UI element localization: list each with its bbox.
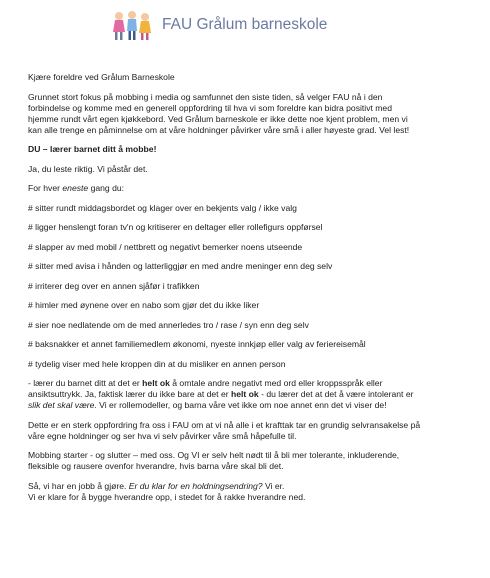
- lead-sentence: For hver eneste gang du:: [28, 183, 125, 193]
- mobbing-line: fleksible og rausere ovenfor hverandre, hvis barna våre skal bli det.: [28, 461, 284, 471]
- teach-line: - lærer du barnet ditt at det er helt ok å omtale andre negativt med ord eller kroppsspråk eller: [28, 378, 383, 388]
- list-item: # sier noe nedlatende om de med annerledes tro / rase / syn enn deg selv: [28, 319, 309, 330]
- closing-line: Vi er klare for å bygge hverandre opp, i stedet for å rakke hverandre ned.: [28, 491, 306, 502]
- list-item: # himler med øynene over en nabo som gjør det du ikke liker: [28, 300, 260, 310]
- children-logo-icon: [110, 8, 154, 42]
- salutation: Kjære foreldre ved Grålum Barneskole: [28, 72, 175, 82]
- organization-name: FAU Grålum barneskole: [162, 16, 328, 33]
- list-item: # slapper av med mobil / nettbrett og negativt bemerker noens utseende: [28, 241, 303, 252]
- appeal-line: Dette er en sterk oppfordring fra oss i FAU om at vi nå alle i et krafttak tar en grundig selvransakelse på: [28, 419, 421, 430]
- list-item: # sitter rundt middagsbordet og klager over en bekjents valg / ikke valg: [28, 202, 297, 213]
- headline: DU – lærer barnet ditt å mobbe!: [28, 144, 157, 154]
- teach-line: slik det skal være. Vi er rollemodeller, og barna våre vet ikke om noe annet enn det vi viser de!: [28, 400, 387, 410]
- intro-line: forbindelse og komme med en generell oppfordring til hva vi som foreldre kan bidra positivt med: [28, 102, 392, 113]
- appeal-line: våre egne holdninger og ser hva vi selv påvirker våre små håpefulle til.: [28, 430, 297, 441]
- intro-line: hjemme rundt vårt egen kjøkkebord. Ved Grålum barneskole er ikke dette noe kjent problem, men vi: [28, 113, 408, 124]
- letter-body: [28, 72, 478, 503]
- list-item: # ligger henslengt foran tv'n og kritiserer en deltager eller rollefigurs oppførsel: [28, 222, 323, 232]
- closing-line: Så, vi har en jobb å gjøre. Er du klar for en holdningsendring? Vi er.: [28, 480, 285, 491]
- mobbing-line: Mobbing starter - og slutter – med oss. Og VI er selv helt nødt til å bli mer tolerante, inkluderende,: [28, 450, 400, 460]
- confirmation-text: Ja, du leste riktig. Vi påstår det.: [28, 163, 148, 174]
- list-item: # sitter med avisa i hånden og latterliggjør en med andre meninger enn deg selv: [28, 261, 333, 271]
- list-item: # baksnakker et annet familiemedlem økonomi, nyeste innkjøp eller valg av feriereisemål: [28, 339, 366, 349]
- letterhead: [110, 8, 327, 42]
- list-item: # tydelig viser med hele kroppen din at du misliker en annen person: [28, 358, 286, 369]
- list-item: # irriterer deg over en annen sjåfør i trafikken: [28, 280, 200, 291]
- intro-line: Grunnet stort fokus på mobbing i media og samfunnet den siste tiden, så velger FAU nå i den: [28, 91, 383, 102]
- emphasis: eneste: [62, 183, 89, 193]
- intro-line: kan alle trenge en påminnelse om at våre holdninger påvirker våre små i aller høyeste grad. Vel lest!: [28, 124, 410, 135]
- teach-line: ansiktsuttrykk. Ja, faktisk lærer du ikke bare at det er helt ok - du lærer det at det å være intolerant er: [28, 389, 414, 399]
